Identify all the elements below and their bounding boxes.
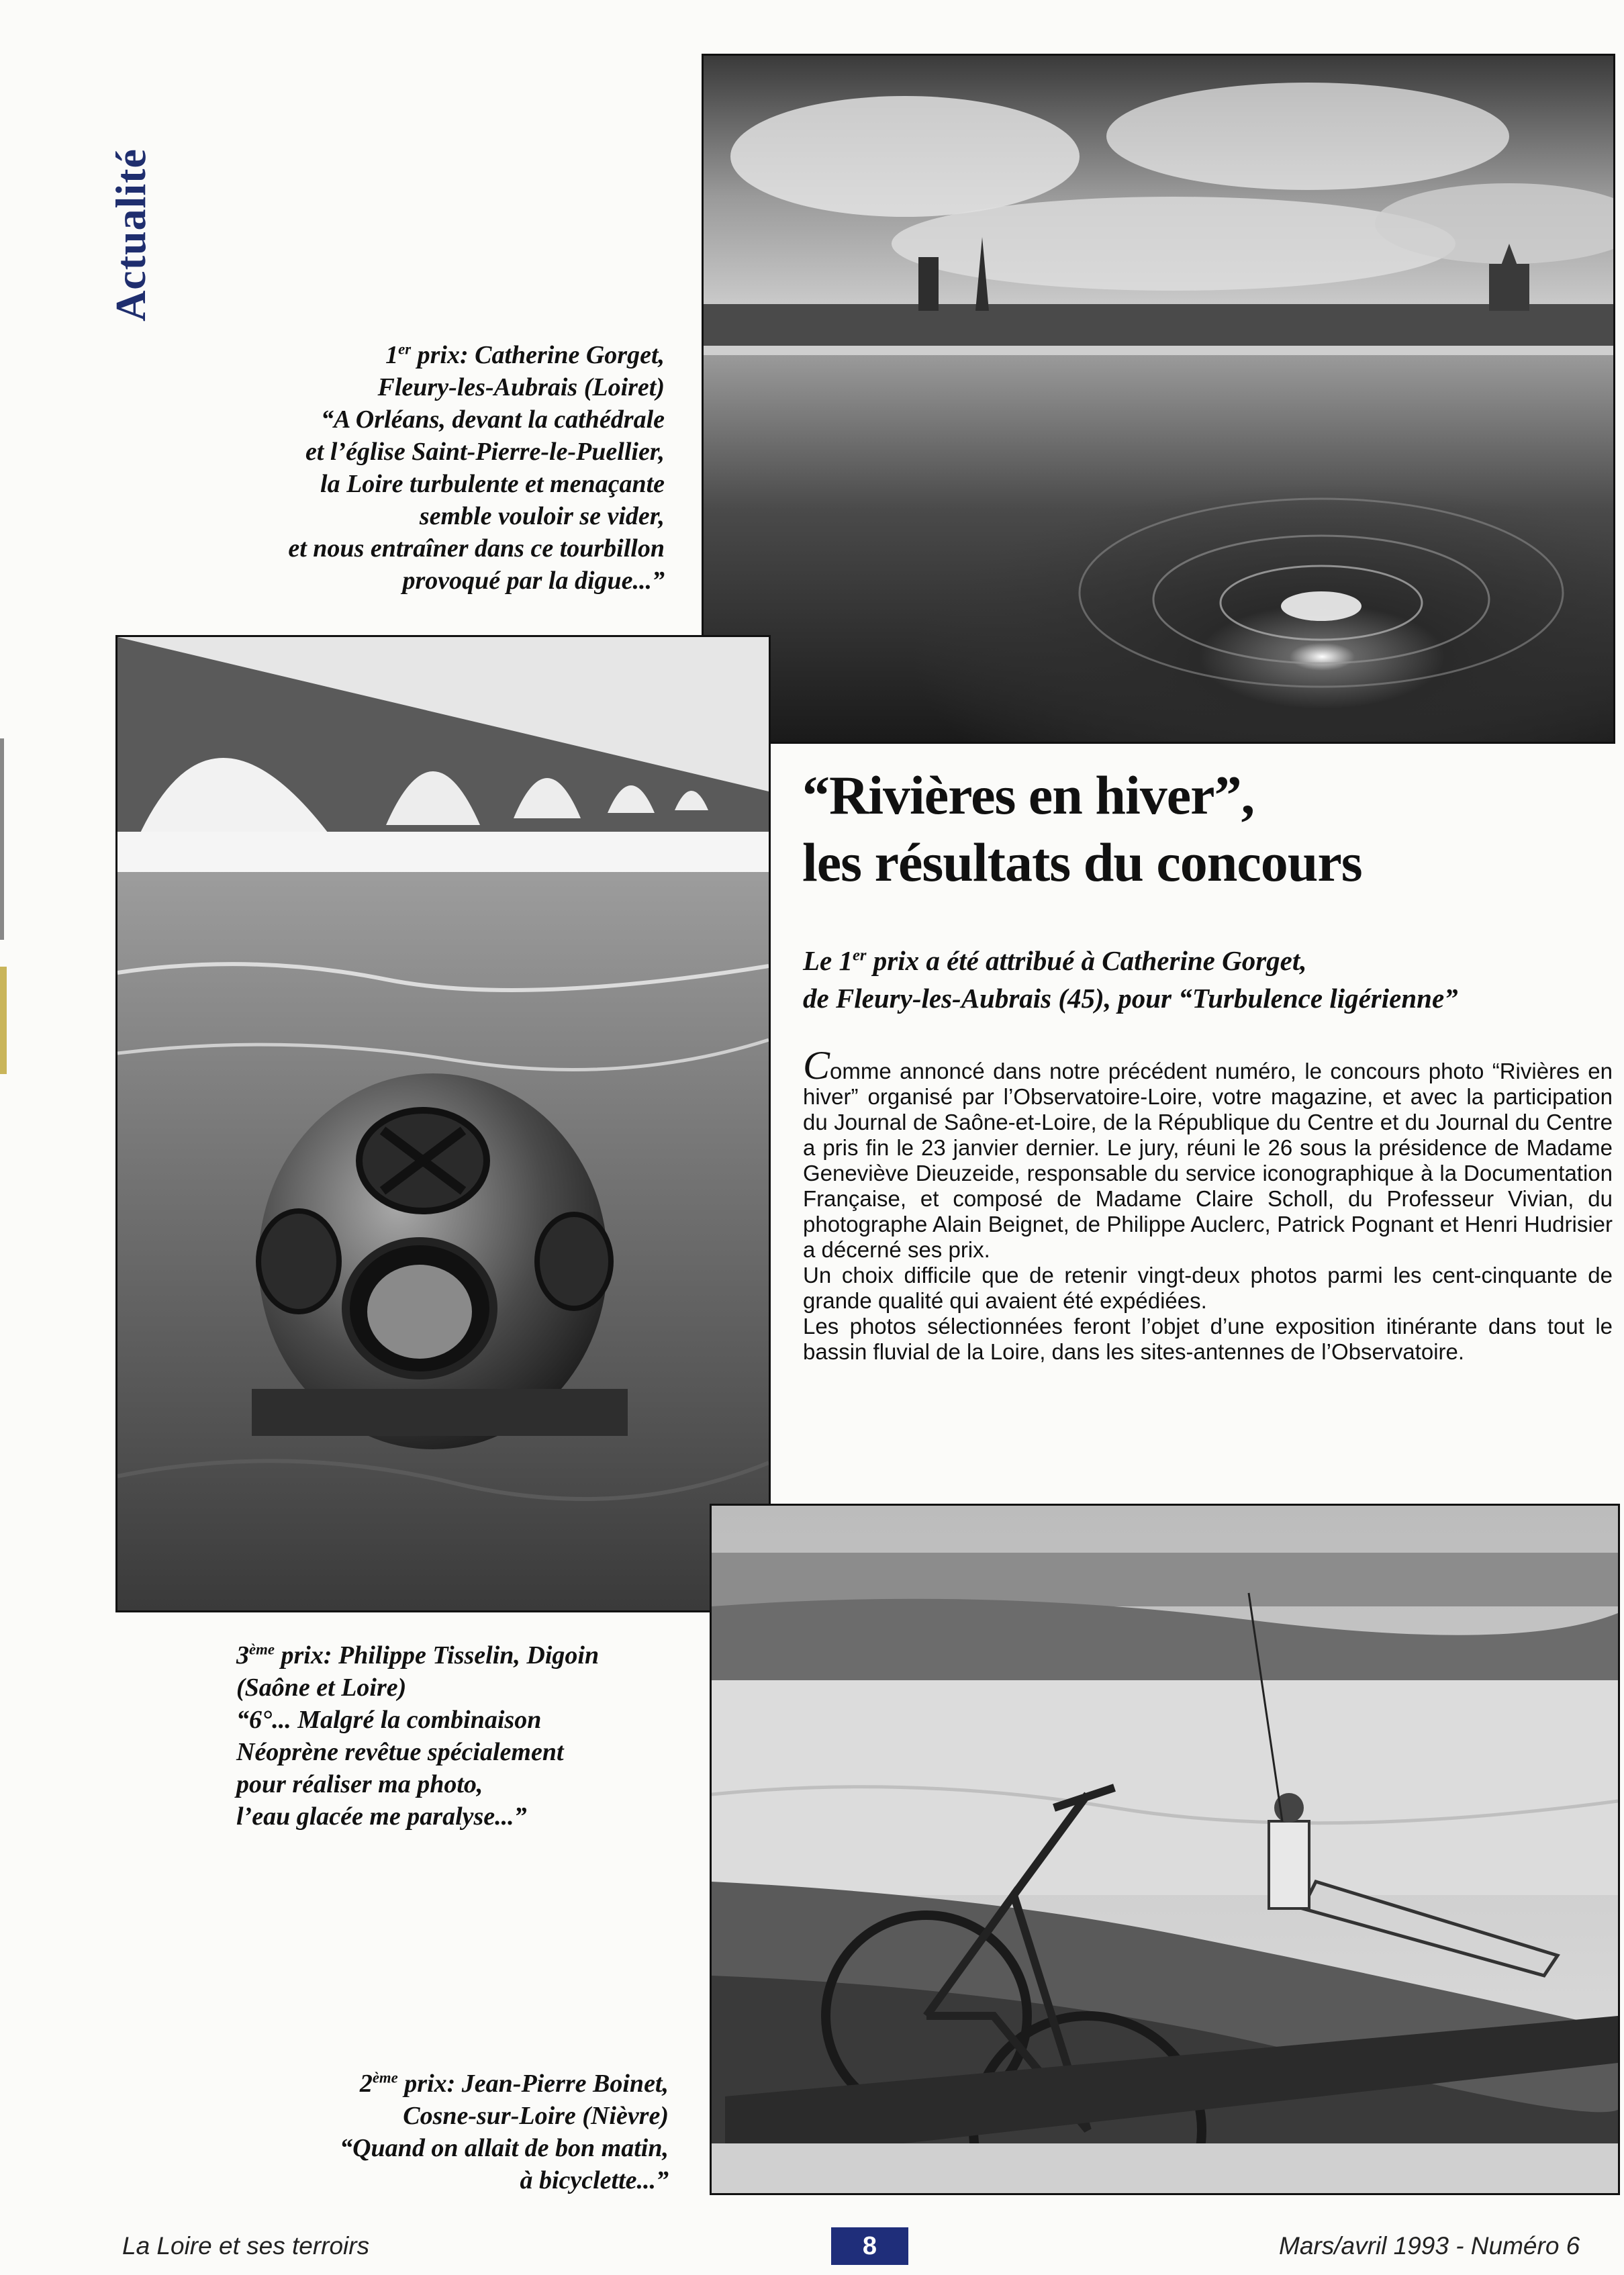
headline-line-1: “Rivières en hiver”, (802, 765, 1255, 826)
footer-issue: Mars/avril 1993 - Numéro 6 (1279, 2232, 1580, 2260)
caption-line: pour réaliser ma photo, (236, 1770, 483, 1798)
caption-rank-sup: er (398, 340, 412, 358)
caption-line: à bicyclette...” (520, 2166, 669, 2194)
caption-rank-sup: ème (249, 1641, 275, 1658)
caption-rank-sup: ème (372, 2069, 398, 2086)
caption-first-prize (134, 339, 665, 597)
lede-sup: er (853, 946, 867, 965)
caption-line: et nous entraîner dans ce tourbillon (288, 534, 665, 563)
lede-line-2: de Fleury-les-Aubrais (45), pour “Turbulence ligérienne” (803, 983, 1458, 1014)
caption-rank: 1 (385, 341, 399, 369)
caption-title-rest: prix: Jean-Pierre Boinet, (397, 2070, 669, 2098)
caption-line: la Loire turbulente et menaçante (320, 470, 665, 498)
caption-line: semble vouloir se vider, (419, 502, 665, 530)
caption-line: “6°... Malgré la combinaison (236, 1706, 542, 1734)
caption-title-rest: prix: Philippe Tisselin, Digoin (274, 1641, 600, 1669)
article-body (803, 1043, 1613, 1365)
caption-title-rest: prix: Catherine Gorget, (411, 341, 665, 369)
lede-line-1 (803, 942, 1609, 979)
photo-third-prize-diver (115, 635, 771, 1612)
caption-third-prize-title (236, 1639, 720, 1672)
caption-line: Néoprène revêtue spécialement (236, 1738, 564, 1766)
caption-line: “Quand on allait de bon matin, (340, 2134, 669, 2162)
photo-first-prize-orleans (702, 54, 1615, 744)
caption-second-prize-title (201, 2068, 669, 2100)
caption-rank: 2 (359, 2070, 373, 2098)
page-edge-shadow (0, 738, 4, 940)
footer-magazine-name: La Loire et ses terroirs (122, 2232, 370, 2260)
article-lede (803, 942, 1609, 1017)
article-paragraph: Les photos sélectionnées feront l’objet d’une exposition itinérante dans tout le bassin fluvial de la Loire, dans les sites-antennes de l’Observatoire. (803, 1314, 1613, 1364)
article-paragraph: Un choix difficile que de retenir vingt-deux photos parmi les cent-cinquante de grande qualité qui avaient été expédiées. (803, 1263, 1613, 1313)
bicycle-riverbank-image (712, 1506, 1618, 2193)
section-tag-label: Actualité (107, 148, 154, 322)
lede-line-1-rest: prix a été attribué à Catherine Gorget, (866, 945, 1307, 976)
caption-line: Fleury-les-Aubrais (Loiret) (377, 373, 665, 401)
article-headline (802, 762, 1608, 896)
article-paragraph (803, 1043, 1613, 1263)
caption-second-prize (201, 2068, 669, 2196)
caption-first-prize-title (134, 339, 665, 371)
page-edge-mark (0, 967, 7, 1074)
diver-helmet-image (117, 637, 769, 1610)
caption-line: l’eau glacée me paralyse...” (236, 1802, 527, 1831)
caption-line: (Saône et Loire) (236, 1674, 407, 1702)
headline-line-2: les résultats du concours (802, 832, 1362, 893)
caption-rank: 3 (236, 1641, 249, 1669)
caption-line: et l’église Saint-Pierre-le-Puellier, (305, 438, 665, 466)
paragraph-text: omme annoncé dans notre précédent numéro, le concours photo “Rivières en hiver” organisé par l’Observatoire-Loire, votre magazine, et avec la participation du Journal de Saône-et-Loire, de la République du Centre et du Journal du Centre a pris fin le 23 janvier dernier. Le jury, réuni le 26 sous la présidence de Madame Geneviève Dieuzeide, responsable du service iconographique à la Documentation Française, et composé de Madame Claire Scholl, du Professeur Vivian, du photographe Alain Beignet, de Philippe Auclerc, Patrick Pognant et Henri Hudrisier a décerné ses prix. (803, 1059, 1613, 1262)
orleans-whirlpool-image (704, 56, 1613, 742)
caption-line: “A Orléans, devant la cathédrale (321, 405, 665, 434)
page-number: 8 (831, 2227, 908, 2265)
lede-prefix: Le 1 (803, 945, 853, 976)
caption-line: provoqué par la digue...” (402, 567, 665, 595)
photo-second-prize-bicycle (710, 1504, 1620, 2195)
dropcap-letter: C (803, 1043, 830, 1087)
caption-line: Cosne-sur-Loire (Nièvre) (403, 2102, 669, 2130)
section-tag (101, 121, 161, 349)
caption-third-prize (236, 1639, 720, 1833)
